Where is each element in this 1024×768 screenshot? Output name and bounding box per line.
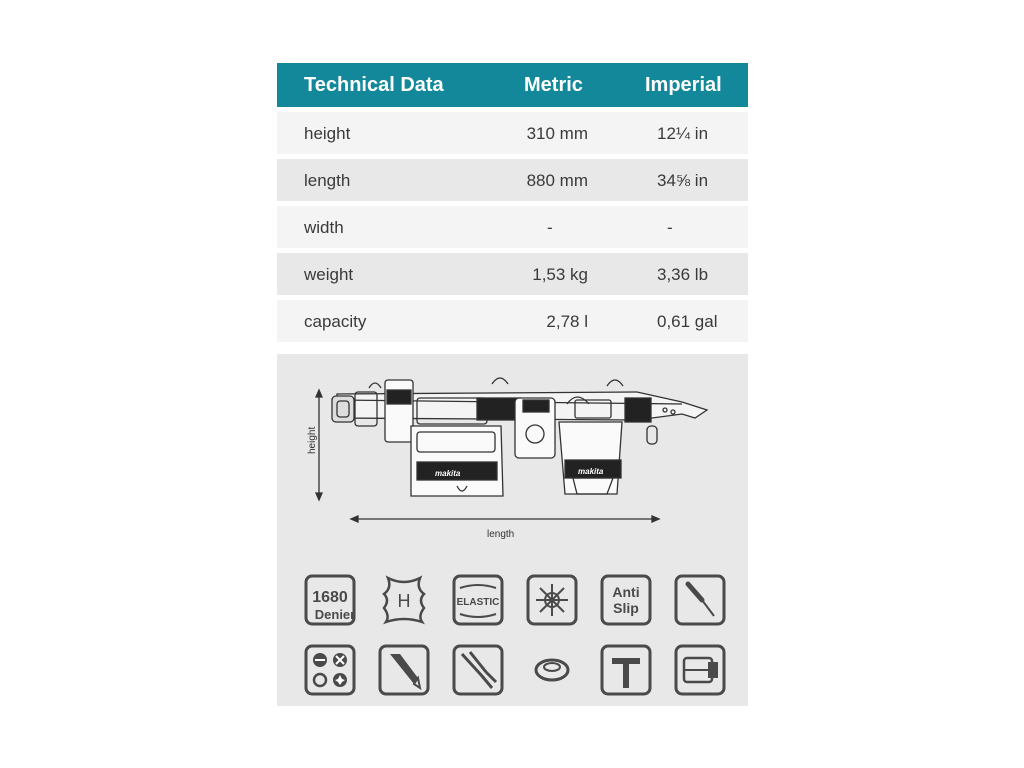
product-diagram-panel xyxy=(277,354,748,706)
anti-slip-icon xyxy=(600,574,652,626)
row-metric-value: 880 mm xyxy=(526,171,588,190)
brand-label: makita xyxy=(435,469,461,478)
anti-slip-line1: Anti xyxy=(612,584,640,600)
pliers-icon xyxy=(452,644,504,696)
row-metric-value: 310 mm xyxy=(526,124,588,143)
row-imperial-value: 34⅝ in xyxy=(657,171,709,190)
row-label: width xyxy=(304,218,344,237)
length-label: length xyxy=(487,529,515,540)
table-row xyxy=(277,300,748,342)
row-imperial-value: 3,36 lb xyxy=(657,265,709,284)
anti-slip-line2: Slip xyxy=(613,600,639,616)
row-metric-value: 2,78 l xyxy=(546,312,588,331)
table-row xyxy=(277,253,748,295)
table-row xyxy=(277,206,748,248)
row-metric-value: - xyxy=(547,218,553,237)
tool-belt-illustration xyxy=(277,354,748,554)
technical-data-table xyxy=(277,63,748,342)
brand-label: makita xyxy=(578,467,604,476)
header-imperial: Imperial xyxy=(645,74,722,96)
height-label: height xyxy=(307,426,318,454)
multi-direction-icon xyxy=(526,574,578,626)
denier-label: Denier xyxy=(314,607,356,622)
row-label: length xyxy=(304,171,351,190)
header-metric: Metric xyxy=(524,74,583,96)
table-row xyxy=(277,159,748,201)
table-header xyxy=(277,63,748,107)
screw-types-icon xyxy=(304,644,356,696)
leather-letter: H xyxy=(397,591,411,611)
belt-buckle-icon xyxy=(674,644,726,696)
elastic-label: ELASTIC xyxy=(456,597,500,608)
header-technical-data: Technical Data xyxy=(304,74,444,96)
utility-knife-icon xyxy=(378,644,430,696)
tape-icon xyxy=(526,644,578,696)
leather-icon xyxy=(378,574,430,626)
row-imperial-value: - xyxy=(667,218,673,237)
denier-number: 1680 xyxy=(312,589,348,606)
elastic-icon xyxy=(452,574,504,626)
row-label: weight xyxy=(304,265,354,284)
row-label: capacity xyxy=(304,312,367,331)
table-row xyxy=(277,112,748,154)
row-imperial-value: 0,61 gal xyxy=(657,312,718,331)
denier-icon xyxy=(304,574,356,626)
row-imperial-value: 12¼ in xyxy=(657,124,709,143)
screwdriver-icon xyxy=(674,574,726,626)
row-label: height xyxy=(304,124,351,143)
hammer-icon xyxy=(600,644,652,696)
row-metric-value: 1,53 kg xyxy=(532,265,588,284)
